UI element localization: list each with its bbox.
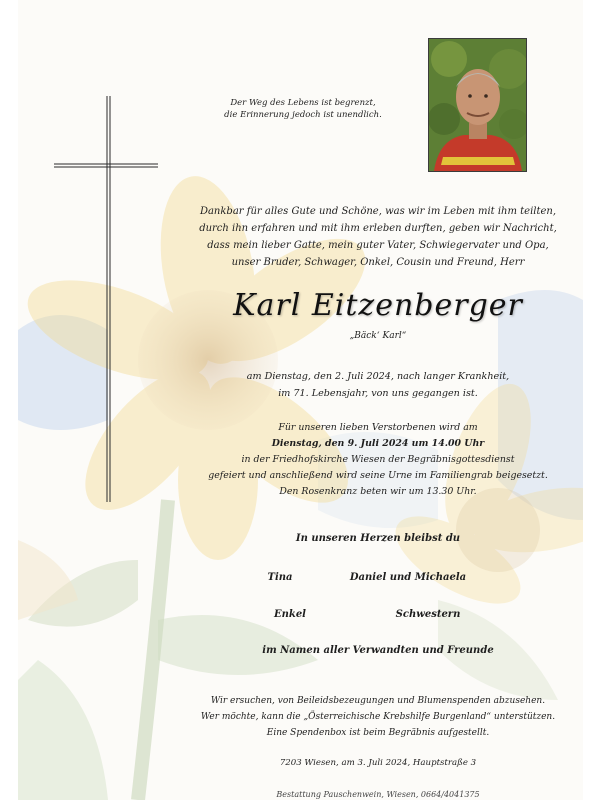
death-line: im 71. Lebensjahr, von uns gegangen ist. <box>278 388 478 399</box>
announcement-line: durch ihn erfahren und mit ihm erleben durften, geben wir Nachricht, <box>199 223 557 234</box>
request-line: Wir ersuchen, von Beileidsbezeugungen und Blumenspenden abzusehen. <box>210 696 546 706</box>
portrait-photo <box>428 38 527 172</box>
death-line: am Dienstag, den 2. Juli 2024, nach langer Krankheit, <box>246 371 510 382</box>
request-line: Wer möchte, kann die „Österreichische Krebshilfe Burgenland“ unterstützen. <box>200 712 556 722</box>
place-and-date: 7203 Wiesen, am 3. Juli 2024, Hauptstraße 3 <box>279 758 477 768</box>
request-line: Eine Spendenbox ist beim Begräbnis aufgestellt. <box>266 728 490 738</box>
funeral-line: Für unseren lieben Verstorbenen wird am <box>278 422 478 433</box>
mourner-children: Daniel und Michaela <box>349 572 467 583</box>
undertaker-info: Bestattung Pauschenwein, Wiesen, 0664/4041375 <box>276 790 480 799</box>
death-notice <box>168 368 583 402</box>
quote-line: Der Weg des Lebens ist begrenzt, <box>230 98 376 108</box>
funeral-details <box>168 420 583 500</box>
funeral-line: gefeiert und anschließend wird seine Urne im Familiengrab beigesetzt. <box>208 470 548 481</box>
cross-icon <box>54 96 158 502</box>
obituary-sheet <box>18 0 583 800</box>
announcement-line: dass mein lieber Gatte, mein guter Vater, Schwiegervater und Opa, <box>207 240 549 251</box>
announcement-line: unser Bruder, Schwager, Onkel, Cousin und Freund, Herr <box>231 257 525 268</box>
funeral-line: Den Rosenkranz beten wir um 13.30 Uhr. <box>279 486 477 497</box>
quote-line: die Erinnerung jedoch ist unendlich. <box>224 110 382 120</box>
deceased-name: Karl Eitzenberger <box>233 288 523 323</box>
announcement-text <box>168 203 583 271</box>
mourners-closing: im Namen aller Verwandten und Freunde <box>262 645 494 656</box>
funeral-date: Dienstag, den 9. Juli 2024 um 14.00 Uhr <box>271 438 485 449</box>
funeral-line: in der Friedhofskirche Wiesen der Begräbnisgottesdienst <box>241 454 515 465</box>
announcement-line: Dankbar für alles Gute und Schöne, was wir im Leben mit ihm teilten, <box>199 206 557 217</box>
mourner-sisters: Schwestern <box>395 609 461 620</box>
mourners-heading: In unseren Herzen bleibst du <box>295 533 461 544</box>
mourner-wife: Tina <box>267 572 293 583</box>
mourner-grandchildren: Enkel <box>274 609 306 620</box>
donation-request <box>168 693 583 741</box>
memorial-quote <box>178 97 428 121</box>
deceased-nickname: „Bäck‘ Karl“ <box>349 331 407 341</box>
